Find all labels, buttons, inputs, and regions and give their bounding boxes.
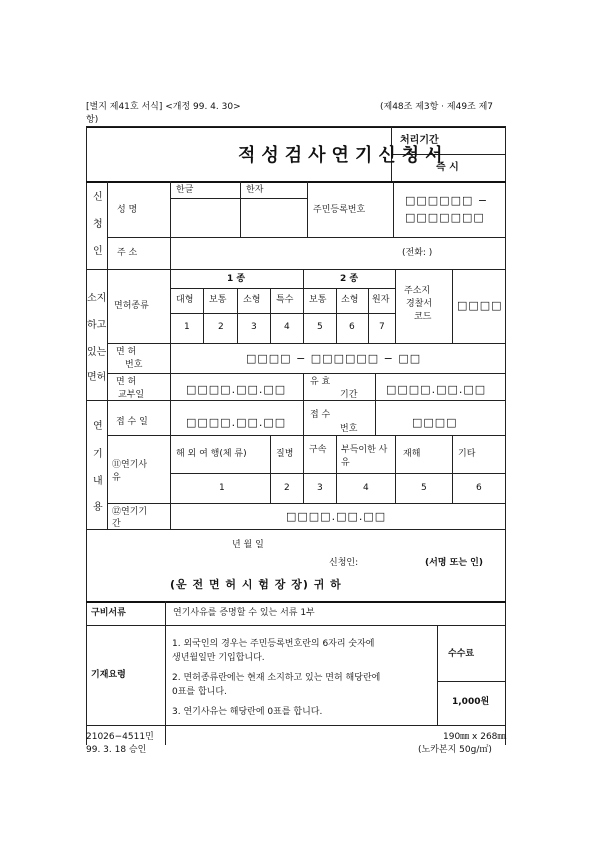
- postpone-label-4: 용: [93, 502, 103, 513]
- footer-approved: 99. 3. 18 승인: [86, 745, 147, 755]
- class-num-3[interactable]: 3: [251, 322, 257, 332]
- receipt-no-label-1: 접 수: [310, 410, 331, 420]
- class2-motor: 원자: [372, 295, 390, 305]
- license-number-label-1: 면 허: [116, 347, 137, 357]
- receipt-no-label-2: 번호: [340, 424, 358, 434]
- license-number-boxes[interactable]: □□□□ − □□□□□□ − □□: [246, 352, 422, 365]
- reason-overseas: 해 외 여 행(체 류): [176, 449, 247, 459]
- address-field[interactable]: [171, 238, 401, 268]
- validity-boxes[interactable]: □□□□.□□.□□: [386, 383, 487, 396]
- hanja-label: 한자: [246, 185, 264, 195]
- legal-basis: (제48조 제3항 · 제49조 제7: [380, 102, 494, 112]
- class-num-4[interactable]: 4: [284, 322, 290, 332]
- class1-normal: 보통: [209, 295, 227, 305]
- reason-num-6[interactable]: 6: [476, 483, 482, 493]
- instruction-1a: 1. 외국인의 경우는 주민등록번호란의 6자리 숫자에: [172, 639, 375, 649]
- class-num-2[interactable]: 2: [218, 322, 224, 332]
- class2-normal: 보통: [309, 295, 327, 305]
- reason-num-1[interactable]: 1: [219, 483, 225, 493]
- license-number-label-2: 번호: [125, 360, 143, 370]
- address-label: 주 소: [117, 248, 138, 258]
- license-label-3: 있는: [87, 347, 107, 358]
- processing-period-value: 즉 시: [436, 162, 459, 173]
- validity-label-1: 유 효: [310, 377, 331, 387]
- period-label-2: 간: [112, 519, 121, 529]
- instructions-label: 기재요령: [91, 670, 126, 680]
- postpone-label-3: 내: [93, 476, 103, 487]
- police-code-boxes[interactable]: □□□□: [457, 299, 503, 312]
- footer-size: 190㎜ x 268㎜: [443, 732, 507, 742]
- class1-small: 소형: [243, 295, 261, 305]
- license-label-4: 면허: [87, 372, 107, 383]
- footer-paper: (노카본지 50g/㎡): [418, 745, 492, 755]
- fee-label: 수수료: [448, 649, 475, 659]
- reason-illness: 질병: [276, 449, 294, 459]
- hangul-label: 한글: [176, 185, 194, 195]
- applicant-label-1: 신: [93, 192, 103, 203]
- postpone-label-2: 기: [93, 449, 103, 460]
- receipt-date-label: 접 수 일: [116, 417, 148, 427]
- reason-disaster: 재해: [403, 449, 421, 459]
- reason-arrest: 구속: [309, 445, 327, 455]
- license-type-label: 면허종류: [114, 301, 149, 311]
- sign-date[interactable]: 년 월 일: [232, 540, 264, 550]
- class1-special: 특수: [276, 295, 294, 305]
- addressee: (운 전 면 허 시 험 장 장) 귀 하: [170, 578, 342, 591]
- name-label: 성 명: [117, 205, 138, 215]
- issue-date-boxes[interactable]: □□□□.□□.□□: [186, 383, 287, 396]
- required-docs-label: 구비서류: [91, 608, 126, 618]
- instruction-3: 3. 연기사유는 해당란에 0표를 합니다.: [172, 707, 323, 717]
- reason-label-2: 유: [112, 473, 121, 483]
- name-hanja-field[interactable]: [241, 199, 307, 236]
- validity-label-2: 기간: [340, 390, 358, 400]
- instruction-2a: 2. 면허종류란에는 현재 소지하고 있는 면허 해당란에: [172, 673, 381, 683]
- legal-basis-cont: 항): [86, 115, 99, 125]
- name-hangul-field[interactable]: [171, 199, 240, 236]
- class-num-7[interactable]: 7: [379, 322, 385, 332]
- police-label-3: 코드: [414, 312, 432, 322]
- receipt-date-boxes[interactable]: □□□□.□□.□□: [186, 416, 287, 429]
- applicant-label-3: 인: [93, 246, 103, 257]
- phone-field[interactable]: (전화: ): [402, 248, 433, 258]
- reason-num-2[interactable]: 2: [284, 483, 290, 493]
- rrn-label: 주민등록번호: [313, 205, 366, 215]
- processing-period-label: 처리기간: [400, 135, 439, 146]
- postpone-label-1: 연: [93, 421, 103, 432]
- class2-small: 소형: [341, 295, 359, 305]
- instruction-2b: 0표를 합니다.: [172, 687, 227, 697]
- license-label-2: 하고: [87, 320, 107, 331]
- reason-unavoidable: 부득이한 사유: [341, 445, 388, 468]
- rrn-boxes-front[interactable]: □□□□□□ −: [405, 194, 489, 207]
- reason-label-1: ⑪연기사: [112, 460, 148, 470]
- police-label-2: 경찰서: [406, 299, 433, 309]
- reason-num-5[interactable]: 5: [421, 483, 427, 493]
- form-number: [별지 제41호 서식] <개정 99. 4. 30>: [86, 102, 241, 112]
- class1-label: 1 종: [227, 274, 246, 284]
- form-title: 적성검사연기신청서: [238, 145, 449, 166]
- instruction-1b: 생년월일만 기입합니다.: [172, 653, 265, 663]
- issue-date-label-2: 교부일: [118, 390, 145, 400]
- class-num-5[interactable]: 5: [317, 322, 323, 332]
- class-num-6[interactable]: 6: [349, 322, 355, 332]
- reason-num-3[interactable]: 3: [317, 483, 323, 493]
- period-boxes[interactable]: □□□□.□□.□□: [286, 510, 387, 523]
- reason-other: 기타: [458, 449, 476, 459]
- required-docs-value: 연기사유를 증명할 수 있는 서류 1부: [173, 608, 315, 618]
- signature-field[interactable]: (서명 또는 인): [425, 558, 483, 568]
- period-label-1: ⑫연기기: [112, 507, 148, 517]
- footer-code: 21026−4511민: [86, 732, 154, 742]
- applicant-label-2: 청: [93, 219, 103, 230]
- fee-value: 1,000원: [452, 697, 490, 707]
- license-label-1: 소지: [87, 293, 107, 304]
- police-label-1: 주소지: [404, 286, 431, 296]
- rrn-boxes-back[interactable]: □□□□□□□: [405, 211, 485, 224]
- issue-date-label-1: 면 허: [116, 377, 137, 387]
- applicant-sign-label: 신청인:: [329, 558, 359, 568]
- class1-large: 대형: [176, 295, 194, 305]
- class-num-1[interactable]: 1: [184, 322, 190, 332]
- reason-num-4[interactable]: 4: [363, 483, 369, 493]
- class2-label: 2 종: [340, 274, 359, 284]
- receipt-no-boxes[interactable]: □□□□: [412, 416, 458, 429]
